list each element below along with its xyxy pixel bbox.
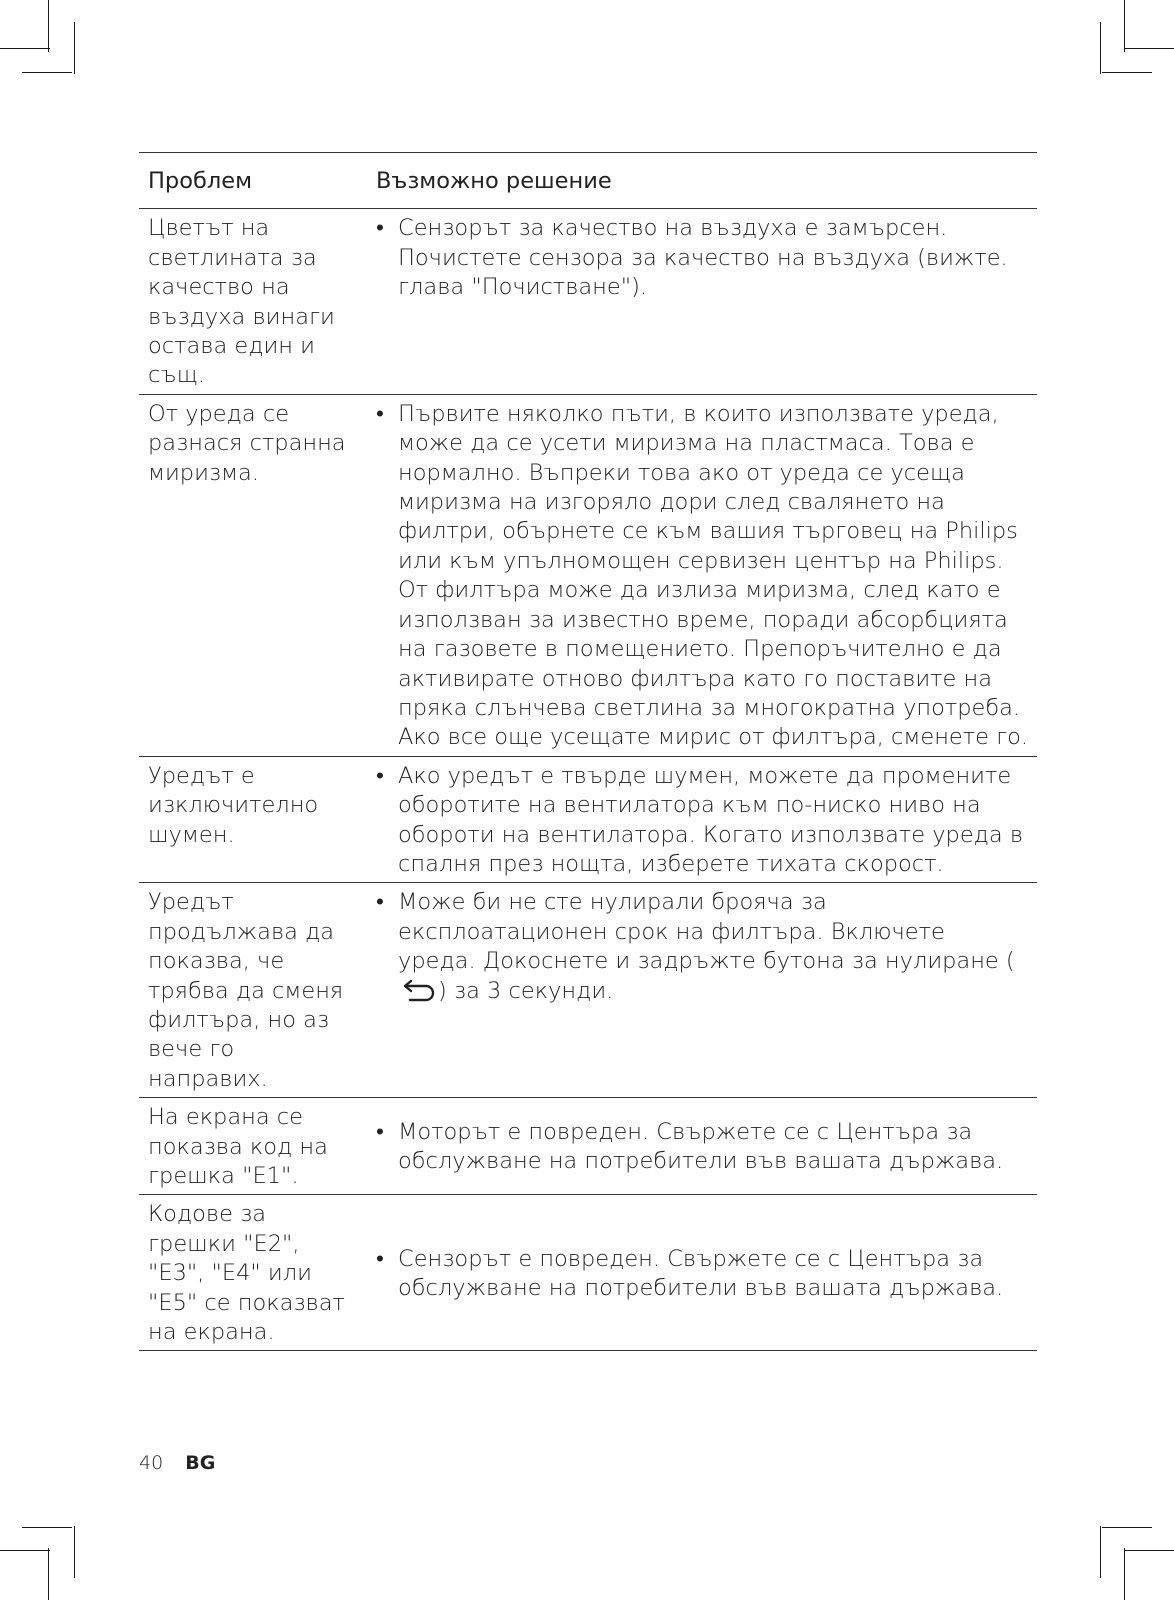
- solution-cell: [363, 394, 1037, 756]
- bullet: •: [376, 762, 384, 789]
- bullet: •: [376, 1118, 384, 1145]
- troubleshooting-table: [139, 152, 1037, 1351]
- crop-mark: [22, 72, 72, 73]
- solution-cell: [363, 756, 1037, 883]
- solution-cell: [363, 209, 1037, 394]
- bullet: •: [376, 400, 384, 427]
- page-footer: [139, 1451, 215, 1475]
- crop-mark: [0, 1550, 50, 1551]
- solution-cell: [363, 1098, 1037, 1195]
- crop-mark: [0, 48, 50, 49]
- table-row: [139, 209, 1037, 394]
- bullet: •: [376, 1245, 384, 1272]
- problem-cell: Кодове за грешки "E2", "E3", "E4" или "E5" се показват на екрана.: [139, 1195, 363, 1351]
- crop-mark: [1100, 22, 1101, 74]
- solution-text: Ако уредът е твърде шумен, можете да промените оборотите на вентилатора към по-ниско ниво на обороти на вентилатора. Когато използвате уреда в спалня през нощта, изберете тихата скорост.: [398, 762, 1024, 877]
- crop-mark: [1124, 1548, 1125, 1600]
- header-problem: Проблем: [139, 153, 363, 209]
- table-row: [139, 1195, 1037, 1351]
- crop-mark: [74, 1526, 75, 1578]
- table-row: [139, 394, 1037, 756]
- solution-text-part: ) за 3 секунди.: [438, 977, 614, 1004]
- crop-mark: [48, 1548, 49, 1600]
- page-number: 40: [139, 1452, 164, 1474]
- crop-mark: [22, 1527, 72, 1528]
- bullet: •: [376, 889, 384, 916]
- table-row: [139, 1098, 1037, 1195]
- solution-text-part: Може би не сте нулирали брояча за експлоатационен срок на филтъра. Включете уреда. Докоснете и задръжте бутона за нулиране (: [398, 889, 1015, 975]
- header-solution: Възможно решение: [363, 153, 1037, 209]
- solution-text: [398, 888, 1029, 1006]
- solution-text: Първите няколко пъти, в които използвате уреда, може да се усети миризма на пластмаса. Това е нормално. Въпреки това ако от уреда се усеща миризма на изгоряло дори след свалянето на филтри, обърнете се към вашия търговец на Philips или към упълномощен сервизен център на Philips. От филтъра може да излиза миризма, след като е използван за известно време, поради абсорбцията на газовете в помещението. Препоръчително е да активирате отново филтъра като го поставите на пряка слънчева светлина за многократна употреба. Ако все още усещате мирис от филтъра, сменете го.: [398, 400, 1029, 751]
- table-row: [139, 756, 1037, 883]
- problem-cell: Уредът е изключително шумен.: [139, 756, 363, 883]
- solution-text: Моторът е повреден. Свържете се с Центъра за обслужване на потребители във вашата държава.: [398, 1118, 1004, 1175]
- crop-mark: [48, 0, 49, 52]
- crop-mark: [1124, 1550, 1174, 1551]
- problem-cell: На екрана се показва код на грешка "E1".: [139, 1098, 363, 1195]
- problem-cell: Уредът продължава да показва, че трябва да сменя филтъра, но аз вече го направих.: [139, 883, 363, 1098]
- crop-mark: [1102, 72, 1152, 73]
- problem-cell: Цветът на светлината за качество на въздуха винаги остава един и същ.: [139, 209, 363, 394]
- crop-mark: [1100, 1526, 1101, 1578]
- problem-cell: От уреда се разнася странна миризма.: [139, 394, 363, 756]
- solution-text: Сензорът за качество на въздуха е замърсен. Почистете сензора за качество на въздуха (вижте. глава "Почистване").: [398, 215, 1008, 301]
- crop-mark: [1124, 0, 1125, 52]
- bullet: •: [376, 215, 384, 242]
- solution-cell: [363, 1195, 1037, 1351]
- crop-mark: [1124, 48, 1174, 49]
- solution-cell: [363, 883, 1037, 1098]
- solution-text: Сензорът е повреден. Свържете се с Центъра за обслужване на потребители във вашата държава.: [398, 1245, 1004, 1301]
- language-code: BG: [185, 1452, 216, 1474]
- crop-mark: [74, 22, 75, 74]
- reset-icon: [398, 979, 438, 1003]
- crop-mark: [1102, 1527, 1152, 1528]
- table-row: [139, 883, 1037, 1098]
- table-header-row: [139, 153, 1037, 209]
